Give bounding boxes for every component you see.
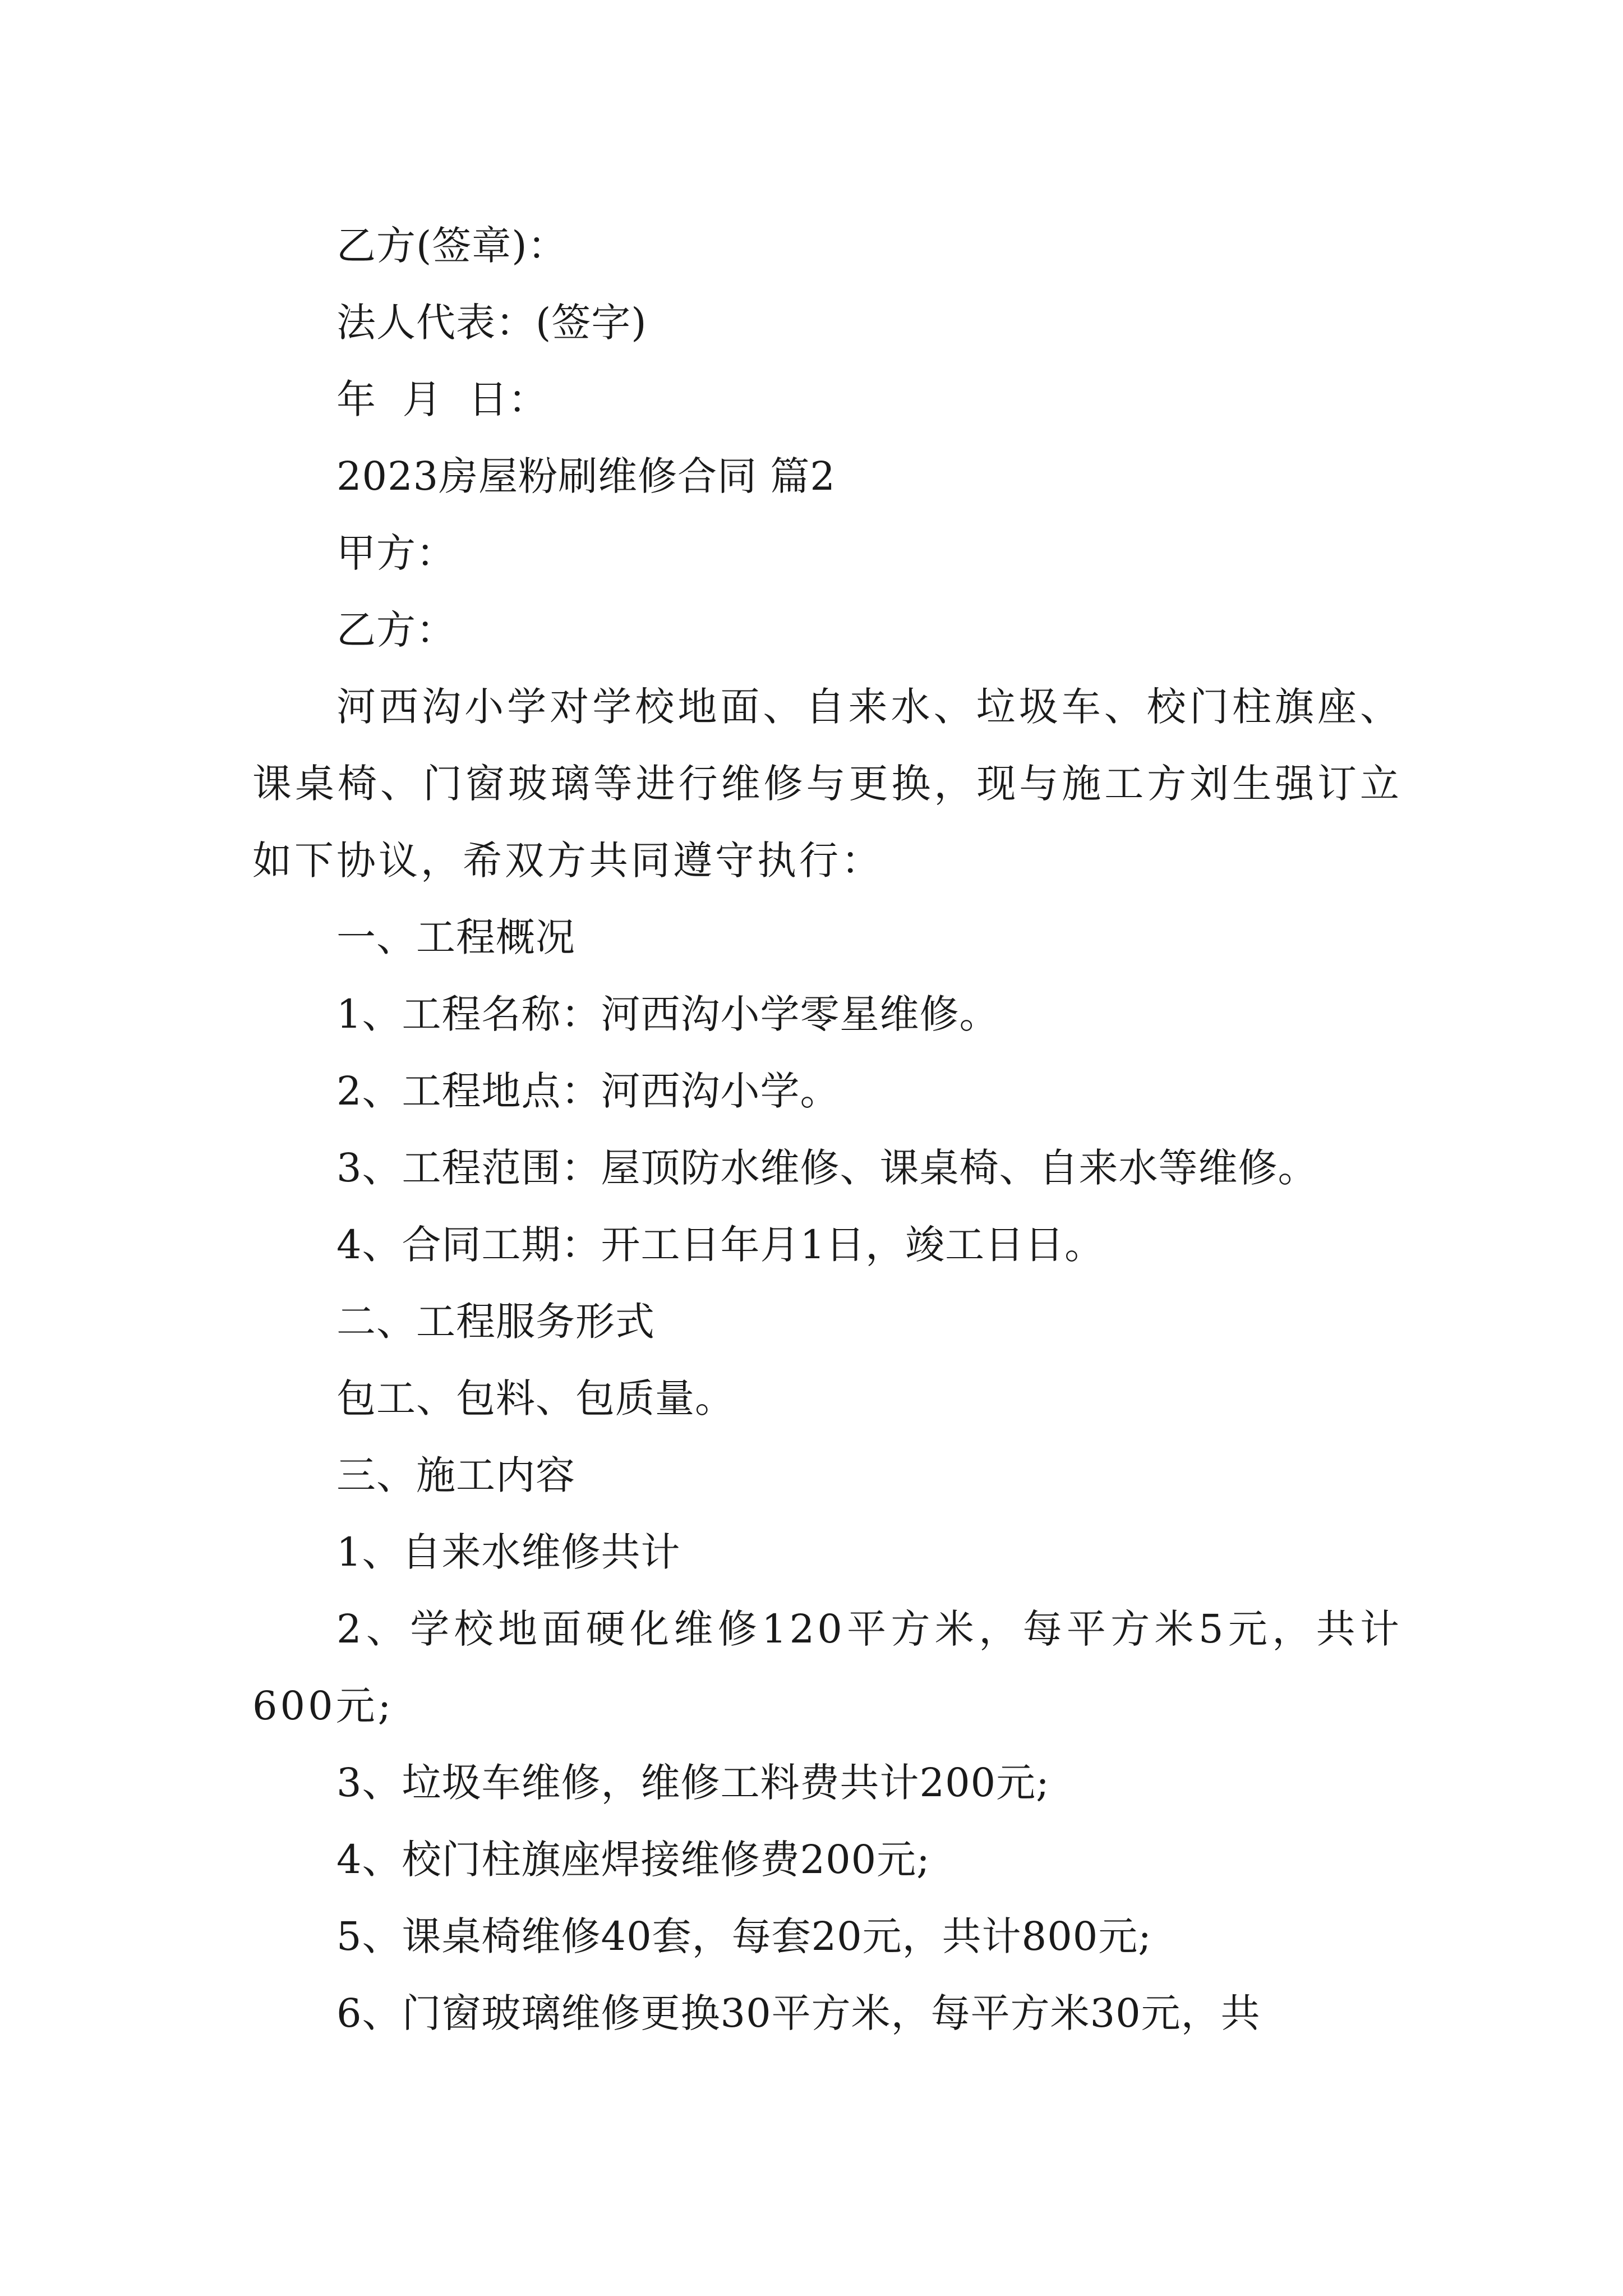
project-name-item: 1、工程名称：河西沟小学零星维修。 <box>336 991 999 1037</box>
construction-item-1: 1、自来水维修共计 <box>336 1529 681 1575</box>
date-line: 年 月 日： <box>336 376 548 422</box>
construction-item-6: 6、门窗玻璃维修更换30平方米，每平方米30元，共 <box>336 1990 1261 2036</box>
section-heading-overview: 一、工程概况 <box>336 914 575 960</box>
intro-paragraph: 河西沟小学对学校地面、自来水、垃圾车、校门柱旗座、课桌椅、门窗玻璃等进行维修与更换，现与施工方刘生强订立如下协议，希双方共同遵守执行： <box>252 684 1402 884</box>
project-scope-item: 3、工程范围：屋顶防水维修、课桌椅、自来水等维修。 <box>336 1145 1318 1191</box>
party-a-line: 甲方： <box>336 530 456 576</box>
contract-title: 2023房屋粉刷维修合同 篇2 <box>336 453 836 499</box>
document-body <box>252 208 1402 2052</box>
legal-rep-signature-line: 法人代表：(签字) <box>336 300 647 346</box>
contract-period-item: 4、合同工期：开工日年月1日，竣工日日。 <box>336 1222 1105 1268</box>
construction-item-2: 2、学校地面硬化维修120平方米，每平方米5元，共计600元; <box>252 1606 1402 1729</box>
party-b-line: 乙方： <box>336 607 456 653</box>
party-b-seal-line: 乙方(签章)： <box>336 223 568 269</box>
section-heading-service-form: 二、工程服务形式 <box>336 1299 655 1345</box>
construction-item-3: 3、垃圾车维修，维修工料费共计200元; <box>336 1760 1050 1806</box>
section-heading-construction: 三、施工内容 <box>336 1452 575 1498</box>
service-form-text: 包工、包料、包质量。 <box>336 1375 735 1421</box>
project-location-item: 2、工程地点：河西沟小学。 <box>336 1068 840 1114</box>
construction-item-5: 5、课桌椅维修40套，每套20元，共计800元; <box>336 1913 1152 1959</box>
construction-item-4: 4、校门柱旗座焊接维修费200元; <box>336 1837 930 1883</box>
